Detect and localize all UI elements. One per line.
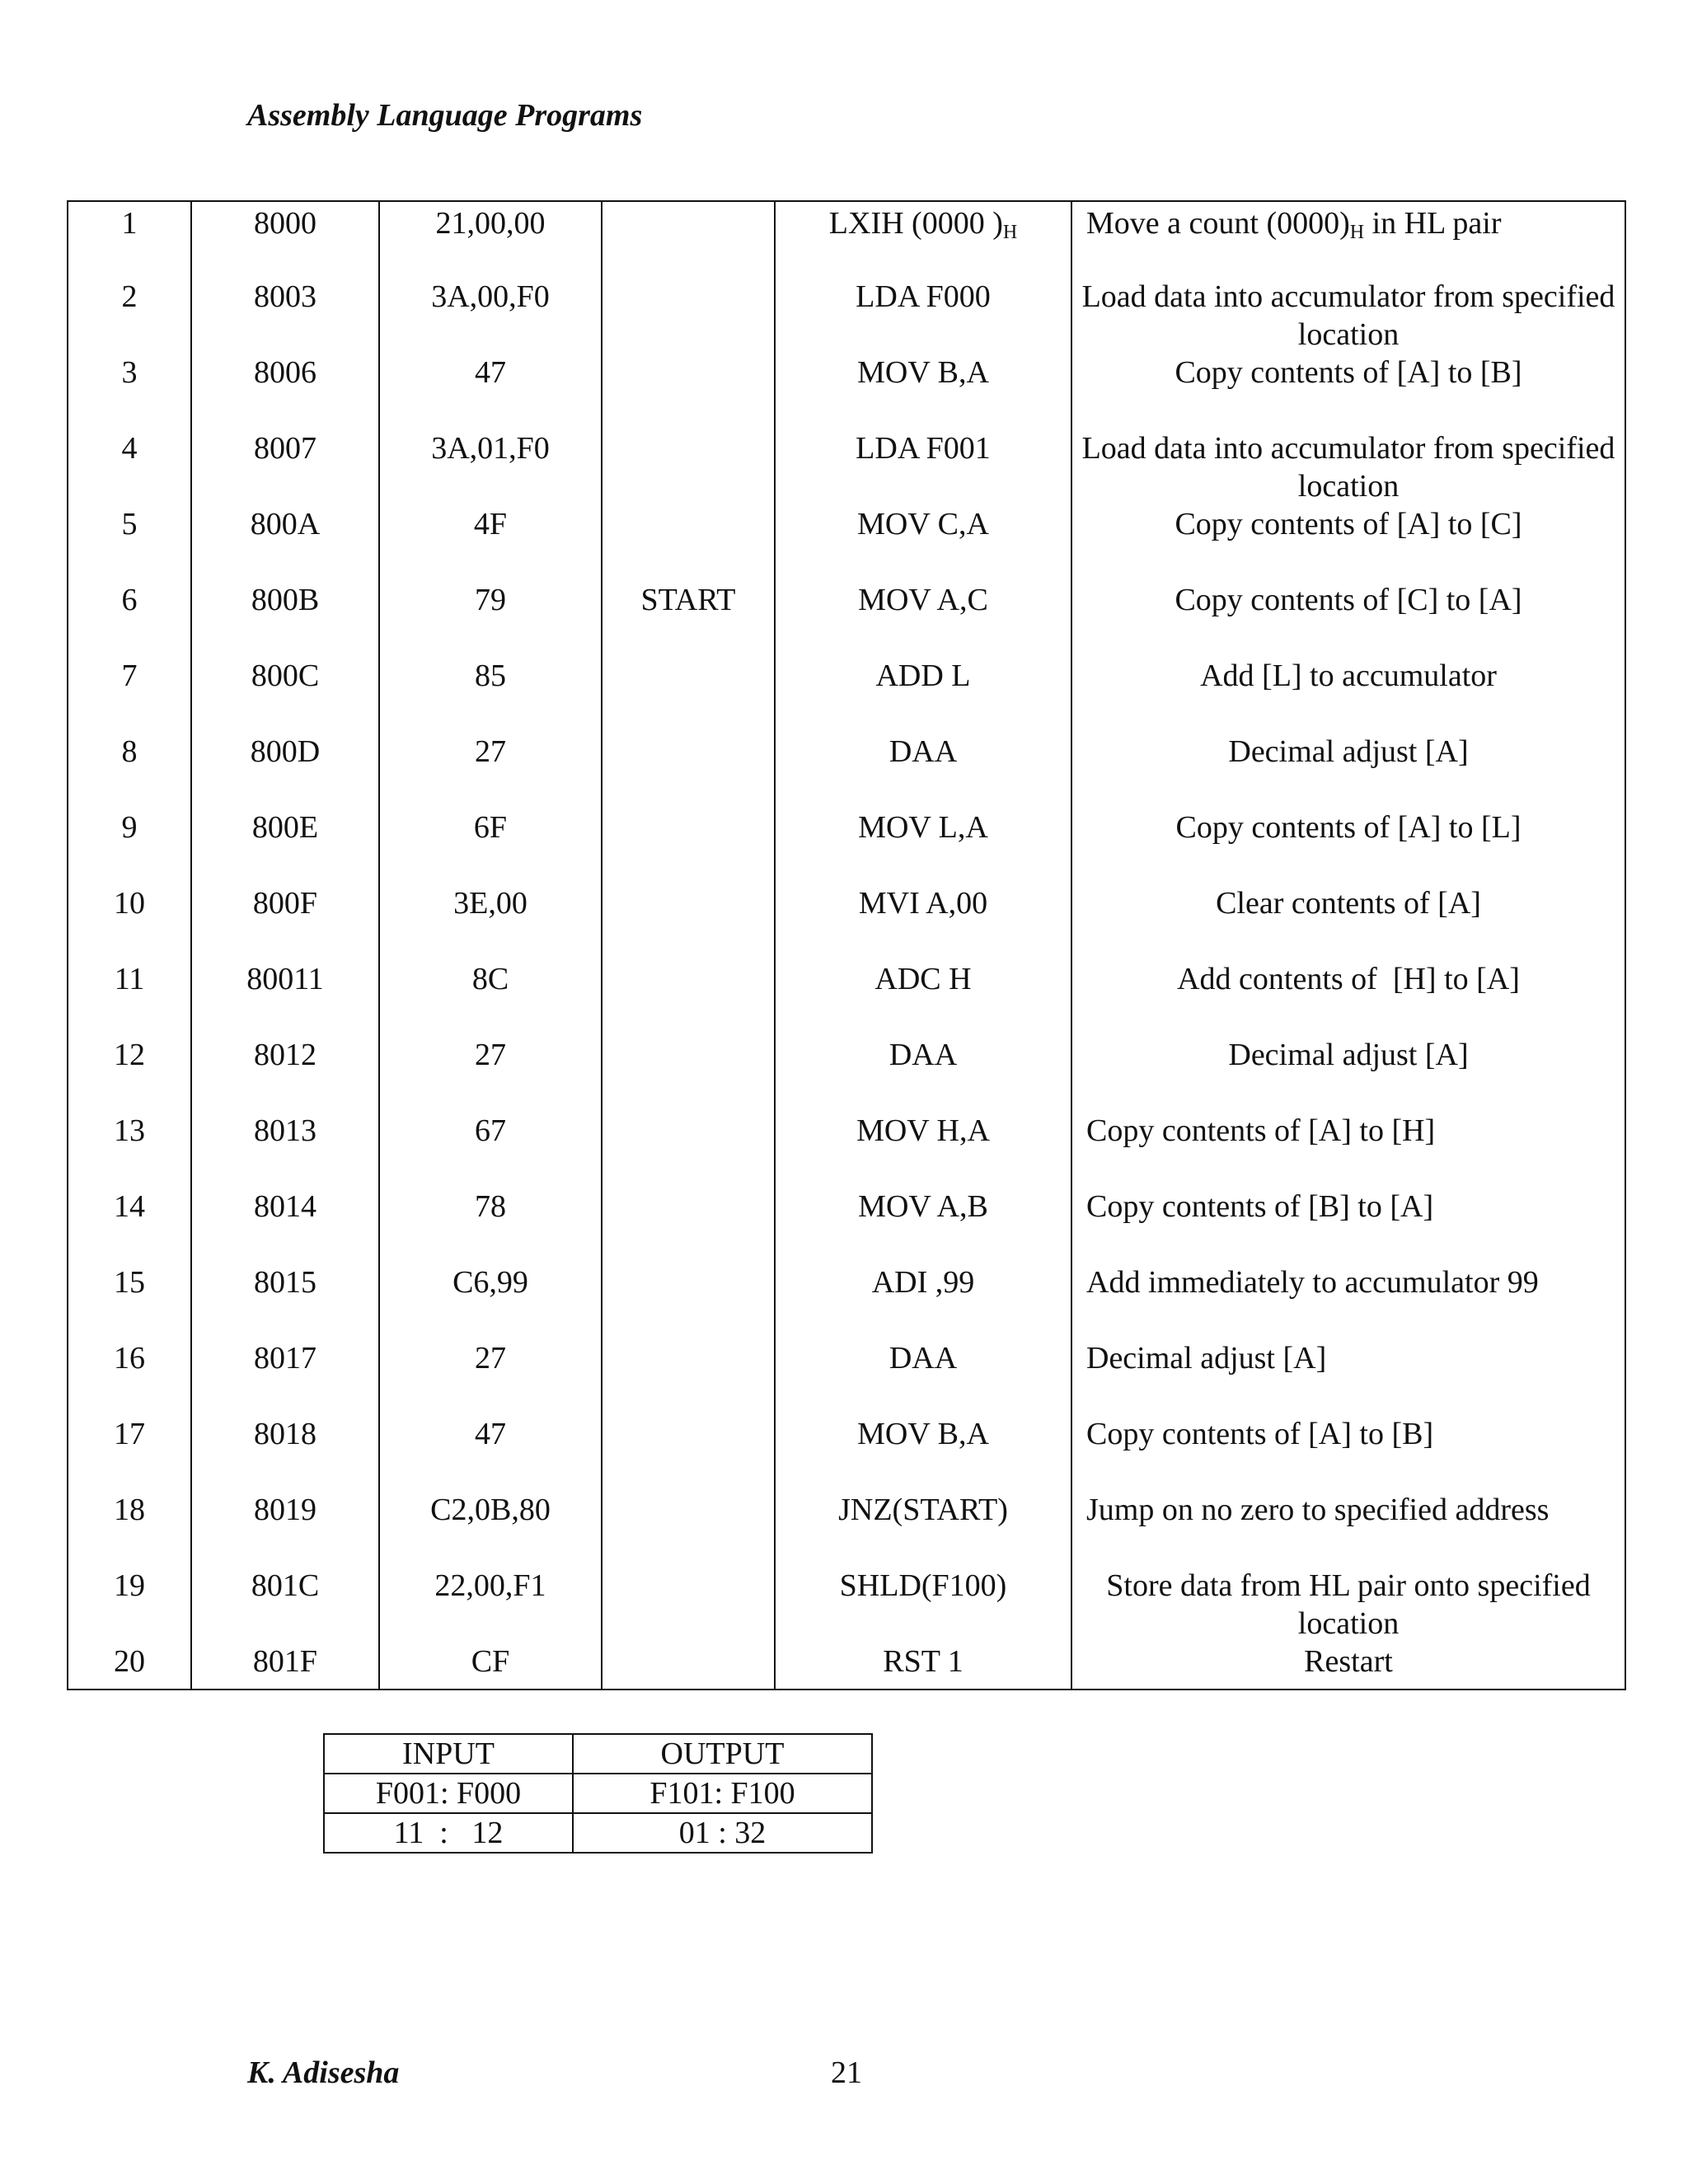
comment: Add contents of [H] to [A] [1071, 960, 1625, 1036]
label [602, 1263, 775, 1339]
comment-text: Move a count (0000) [1086, 206, 1350, 241]
line-number: 16 [68, 1339, 191, 1415]
label [602, 960, 775, 1036]
line-number: 2 [68, 278, 191, 354]
comment: Copy contents of [C] to [A] [1071, 581, 1625, 657]
hex-code: 47 [379, 1415, 602, 1491]
input-output-table [323, 1733, 873, 1854]
table-row [68, 808, 1625, 884]
label [602, 1339, 775, 1415]
mnemonic: MOV H,A [775, 1112, 1071, 1188]
hex-code: 3A,01,F0 [379, 429, 602, 505]
comment: Decimal adjust [A] [1071, 1339, 1625, 1415]
hex-code: 27 [379, 1036, 602, 1112]
comment: Copy contents of [A] to [L] [1071, 808, 1625, 884]
mnemonic: DAA [775, 1036, 1071, 1112]
label [602, 1567, 775, 1643]
label [602, 1112, 775, 1188]
page-number: 21 [831, 2055, 862, 2090]
comment: Decimal adjust [A] [1071, 1036, 1625, 1112]
comment: Load data into accumulator from specified location [1071, 278, 1625, 354]
hex-code: 27 [379, 733, 602, 808]
comment: Store data from HL pair onto specified location [1071, 1567, 1625, 1643]
address: 800D [191, 733, 379, 808]
hex-code: 6F [379, 808, 602, 884]
comment: Restart [1071, 1643, 1625, 1690]
hex-code: C2,0B,80 [379, 1491, 602, 1567]
label [602, 201, 775, 278]
label [602, 1036, 775, 1112]
label [602, 354, 775, 429]
table-row [68, 884, 1625, 960]
table-row [68, 1339, 1625, 1415]
label [602, 884, 775, 960]
comment: Clear contents of [A] [1071, 884, 1625, 960]
mnemonic: ADD L [775, 657, 1071, 733]
mnemonic: MOV B,A [775, 1415, 1071, 1491]
comment: Load data into accumulator from specified location [1071, 429, 1625, 505]
table-row [68, 581, 1625, 657]
address: 800C [191, 657, 379, 733]
mnemonic: SHLD(F100) [775, 1567, 1071, 1643]
mnemonic-text: LXIH (0000 ) [828, 206, 1003, 241]
address: 8019 [191, 1491, 379, 1567]
hex-code: CF [379, 1643, 602, 1690]
address: 8007 [191, 429, 379, 505]
address: 800F [191, 884, 379, 960]
comment [1071, 201, 1625, 278]
hex-code: 21,00,00 [379, 201, 602, 278]
hex-code: C6,99 [379, 1263, 602, 1339]
table-row [68, 1415, 1625, 1491]
address: 8017 [191, 1339, 379, 1415]
line-number: 1 [68, 201, 191, 278]
line-number: 12 [68, 1036, 191, 1112]
comment: Decimal adjust [A] [1071, 733, 1625, 808]
table-row [68, 1491, 1625, 1567]
input-address: F001: F000 [324, 1774, 573, 1813]
hex-code: 27 [379, 1339, 602, 1415]
table-row [68, 1263, 1625, 1339]
comment: Copy contents of [A] to [B] [1071, 354, 1625, 429]
table-row [68, 1036, 1625, 1112]
address: 8006 [191, 354, 379, 429]
output-value: 01 : 32 [573, 1813, 872, 1853]
address: 800A [191, 505, 379, 581]
table-row [68, 1188, 1625, 1263]
comment: Add immediately to accumulator 99 [1071, 1263, 1625, 1339]
line-number: 8 [68, 733, 191, 808]
mnemonic: ADI ,99 [775, 1263, 1071, 1339]
comment-text-suffix: in HL pair [1364, 206, 1502, 241]
comment: Add [L] to accumulator [1071, 657, 1625, 733]
input-value: 11 : 12 [324, 1813, 573, 1853]
table-row [68, 1643, 1625, 1690]
hex-subscript: H [1002, 222, 1018, 243]
hex-code: 3E,00 [379, 884, 602, 960]
mnemonic: MVI A,00 [775, 884, 1071, 960]
address: 8012 [191, 1036, 379, 1112]
table-row [68, 429, 1625, 505]
label [602, 429, 775, 505]
line-number: 20 [68, 1643, 191, 1690]
comment: Copy contents of [B] to [A] [1071, 1188, 1625, 1263]
table-row [68, 505, 1625, 581]
label [602, 733, 775, 808]
table-row [324, 1813, 872, 1853]
address: 8003 [191, 278, 379, 354]
table-row [68, 960, 1625, 1036]
hex-code: 67 [379, 1112, 602, 1188]
line-number: 10 [68, 884, 191, 960]
label [602, 808, 775, 884]
hex-code: 79 [379, 581, 602, 657]
output-address: F101: F100 [573, 1774, 872, 1813]
comment: Copy contents of [A] to [H] [1071, 1112, 1625, 1188]
mnemonic: MOV A,B [775, 1188, 1071, 1263]
hex-code: 47 [379, 354, 602, 429]
line-number: 6 [68, 581, 191, 657]
address: 8014 [191, 1188, 379, 1263]
table-row [68, 1567, 1625, 1643]
mnemonic: JNZ(START) [775, 1491, 1071, 1567]
hex-code: 22,00,F1 [379, 1567, 602, 1643]
mnemonic: MOV L,A [775, 808, 1071, 884]
mnemonic: ADC H [775, 960, 1071, 1036]
line-number: 9 [68, 808, 191, 884]
comment: Jump on no zero to specified address [1071, 1491, 1625, 1567]
mnemonic: DAA [775, 1339, 1071, 1415]
output-header: OUTPUT [573, 1734, 872, 1774]
mnemonic: LDA F001 [775, 429, 1071, 505]
address: 8000 [191, 201, 379, 278]
address: 800E [191, 808, 379, 884]
line-number: 15 [68, 1263, 191, 1339]
table-row [68, 1112, 1625, 1188]
hex-code: 85 [379, 657, 602, 733]
mnemonic: LDA F000 [775, 278, 1071, 354]
comment: Copy contents of [A] to [B] [1071, 1415, 1625, 1491]
line-number: 3 [68, 354, 191, 429]
table-row [324, 1734, 872, 1774]
hex-subscript: H [1349, 222, 1365, 243]
mnemonic: DAA [775, 733, 1071, 808]
address: 801F [191, 1643, 379, 1690]
hex-code: 4F [379, 505, 602, 581]
table-row [68, 354, 1625, 429]
table-row [68, 657, 1625, 733]
program-table [67, 200, 1626, 1690]
hex-code: 3A,00,F0 [379, 278, 602, 354]
hex-code: 8C [379, 960, 602, 1036]
footer-author: K. Adisesha [247, 2055, 400, 2090]
line-number: 14 [68, 1188, 191, 1263]
label: START [602, 581, 775, 657]
label [602, 1491, 775, 1567]
label [602, 278, 775, 354]
mnemonic: MOV A,C [775, 581, 1071, 657]
table-row [68, 733, 1625, 808]
hex-code: 78 [379, 1188, 602, 1263]
mnemonic: RST 1 [775, 1643, 1071, 1690]
mnemonic: MOV C,A [775, 505, 1071, 581]
table-row [68, 278, 1625, 354]
address: 80011 [191, 960, 379, 1036]
input-header: INPUT [324, 1734, 573, 1774]
line-number: 7 [68, 657, 191, 733]
line-number: 18 [68, 1491, 191, 1567]
address: 8013 [191, 1112, 379, 1188]
label [602, 657, 775, 733]
label [602, 1643, 775, 1690]
address: 801C [191, 1567, 379, 1643]
line-number: 4 [68, 429, 191, 505]
line-number: 19 [68, 1567, 191, 1643]
address: 8018 [191, 1415, 379, 1491]
comment: Copy contents of [A] to [C] [1071, 505, 1625, 581]
line-number: 17 [68, 1415, 191, 1491]
line-number: 5 [68, 505, 191, 581]
mnemonic [775, 201, 1071, 278]
mnemonic: MOV B,A [775, 354, 1071, 429]
table-row [68, 201, 1625, 278]
line-number: 13 [68, 1112, 191, 1188]
label [602, 1188, 775, 1263]
label [602, 505, 775, 581]
page-header-title: Assembly Language Programs [247, 98, 643, 133]
line-number: 11 [68, 960, 191, 1036]
table-row [324, 1774, 872, 1813]
address: 800B [191, 581, 379, 657]
label [602, 1415, 775, 1491]
address: 8015 [191, 1263, 379, 1339]
